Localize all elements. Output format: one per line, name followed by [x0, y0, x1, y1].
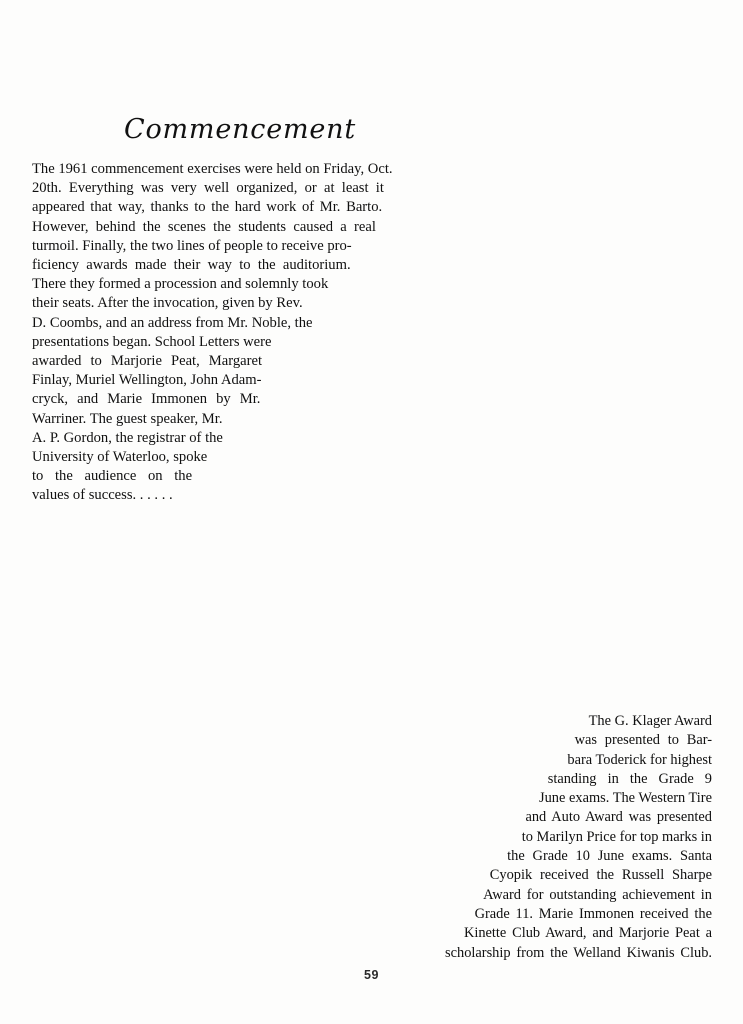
right-column-text-block — [394, 712, 712, 963]
text-line: D. Coombs, and an address from Mr. Noble, the — [32, 314, 313, 331]
text-line: There they formed a procession and solemnly took — [32, 276, 329, 293]
text-line: Grade 11. Marie Immonen received the — [474, 905, 712, 922]
text-line: June exams. The Western Tire — [539, 790, 712, 807]
text-line: their seats. After the invocation, given by Rev. — [32, 295, 303, 312]
text-line: and Auto Award was presented — [525, 809, 712, 826]
text-line: bara Toderick for highest — [567, 751, 712, 768]
text-line: 20th. Everything was very well organized, or at least it — [32, 180, 384, 197]
text-line: turmoil. Finally, the two lines of people to receive pro- — [32, 237, 352, 254]
text-line: the Grade 10 June exams. Santa — [507, 848, 712, 865]
text-line: The G. Klager Award — [588, 713, 712, 729]
page-title: Commencement — [124, 114, 357, 146]
text-line: Finlay, Muriel Wellington, John Adam- — [32, 372, 262, 389]
text-line: Award for outstanding achievement in — [483, 886, 712, 903]
page-number: 59 — [364, 968, 379, 982]
text-line: However, behind the scenes the students caused a real — [32, 218, 376, 235]
text-line: presentations began. School Letters were — [32, 333, 272, 350]
text-line: awarded to Marjorie Peat, Margaret — [32, 353, 263, 370]
text-line: The 1961 commencement exercises were held on Friday, Oct. — [32, 161, 393, 177]
text-line: appeared that way, thanks to the hard work of Mr. Barto. — [32, 199, 383, 216]
text-line: scholarship from the Welland Kiwanis Club. — [445, 944, 712, 961]
text-line: to the audience on the — [32, 468, 193, 485]
text-line: ficiency awards made their way to the auditorium. — [32, 257, 351, 274]
text-line: standing in the Grade 9 — [547, 770, 712, 787]
text-line: to Marilyn Price for top marks in — [521, 828, 712, 845]
text-line: Cyopik received the Russell Sharpe — [489, 867, 712, 884]
text-line: was presented to Bar- — [574, 732, 712, 749]
text-line: cryck, and Marie Immonen by Mr. — [32, 391, 261, 408]
text-line: University of Waterloo, spoke — [32, 449, 208, 466]
text-line: values of success. . . . . . — [32, 487, 173, 504]
left-column-text-block — [32, 160, 408, 506]
text-line: Kinette Club Award, and Marjorie Peat a — [463, 925, 712, 942]
text-line: A. P. Gordon, the registrar of the — [32, 429, 223, 446]
text-line: Warriner. The guest speaker, Mr. — [32, 410, 223, 427]
